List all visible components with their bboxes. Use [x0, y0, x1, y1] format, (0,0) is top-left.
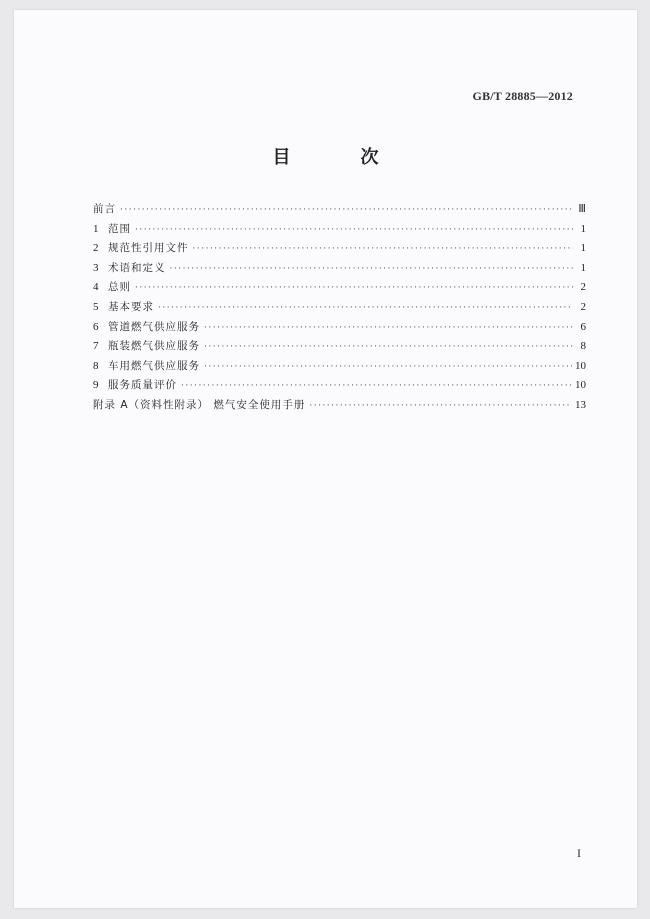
toc-entry-page: 1	[580, 242, 586, 255]
toc-entry-title: 总则	[108, 281, 131, 294]
toc-entry-page: 13	[575, 398, 586, 411]
toc-entry-number: 3	[93, 261, 99, 274]
toc-entry-title: 规范性引用文件	[108, 242, 189, 255]
toc-entry-number: 5	[93, 300, 99, 313]
toc-entry-page: 1	[580, 261, 586, 274]
toc-leader-dots	[135, 221, 573, 241]
toc-entry-9[interactable]	[93, 376, 586, 396]
toc-leader-dots	[120, 201, 573, 221]
toc-entry-title: 前言	[93, 203, 116, 215]
toc-entry-title: 服务质量评价	[108, 379, 177, 392]
toc-entry-appendix-a[interactable]	[93, 396, 586, 416]
toc-entry-7[interactable]	[93, 337, 586, 357]
toc-entry-title: 车用燃气供应服务	[108, 359, 200, 372]
document-page	[14, 10, 637, 908]
page-number: I	[577, 846, 581, 860]
toc-leader-dots	[158, 299, 573, 319]
toc-leader-dots	[135, 279, 573, 299]
toc-entry-page: Ⅲ	[578, 203, 586, 215]
toc-entry-page: 8	[580, 340, 586, 353]
toc-entry-number: 9	[93, 379, 99, 392]
toc-leader-dots	[181, 377, 572, 397]
toc-entry-page: 6	[580, 320, 586, 333]
toc-entry-4[interactable]	[93, 278, 586, 298]
toc-entry-6[interactable]	[93, 318, 586, 338]
toc-entry-page: 1	[580, 222, 586, 235]
toc-entry-number: 7	[93, 340, 99, 353]
toc-entry-page: 2	[580, 300, 586, 313]
toc-entry-page: 2	[580, 281, 586, 294]
toc-leader-dots	[204, 319, 573, 339]
toc-entry-3[interactable]	[93, 259, 586, 279]
toc-entry-title: 基本要求	[108, 300, 154, 313]
toc-entry-preface[interactable]	[93, 200, 586, 220]
toc-leader-dots	[309, 397, 572, 417]
toc-entry-number: 1	[93, 222, 99, 235]
toc-leader-dots	[204, 338, 573, 358]
toc-entry-title: 术语和定义	[108, 261, 166, 274]
toc-entry-1[interactable]	[93, 220, 586, 240]
toc-leader-dots	[204, 358, 572, 378]
toc-entry-page: 10	[575, 359, 586, 372]
toc-entry-title: 瓶装燃气供应服务	[108, 340, 200, 353]
toc-entry-number: 2	[93, 242, 99, 255]
toc-entry-title: 范围	[108, 222, 131, 235]
toc-entry-title: 管道燃气供应服务	[108, 320, 200, 333]
toc-entry-2[interactable]	[93, 239, 586, 259]
toc-entry-page: 10	[575, 379, 586, 392]
toc-entry-number: 6	[93, 320, 99, 333]
document-code: GB/T 28885—2012	[472, 89, 573, 103]
toc-entry-number: 8	[93, 359, 99, 372]
page-title: 目 次	[272, 147, 405, 168]
table-of-contents	[93, 200, 586, 416]
toc-entry-8[interactable]	[93, 357, 586, 377]
toc-entry-5[interactable]	[93, 298, 586, 318]
toc-entry-number: 4	[93, 281, 99, 294]
toc-leader-dots	[193, 240, 574, 260]
toc-entry-title: 附录 A（资料性附录） 燃气安全使用手册	[93, 398, 306, 411]
toc-leader-dots	[170, 260, 574, 280]
